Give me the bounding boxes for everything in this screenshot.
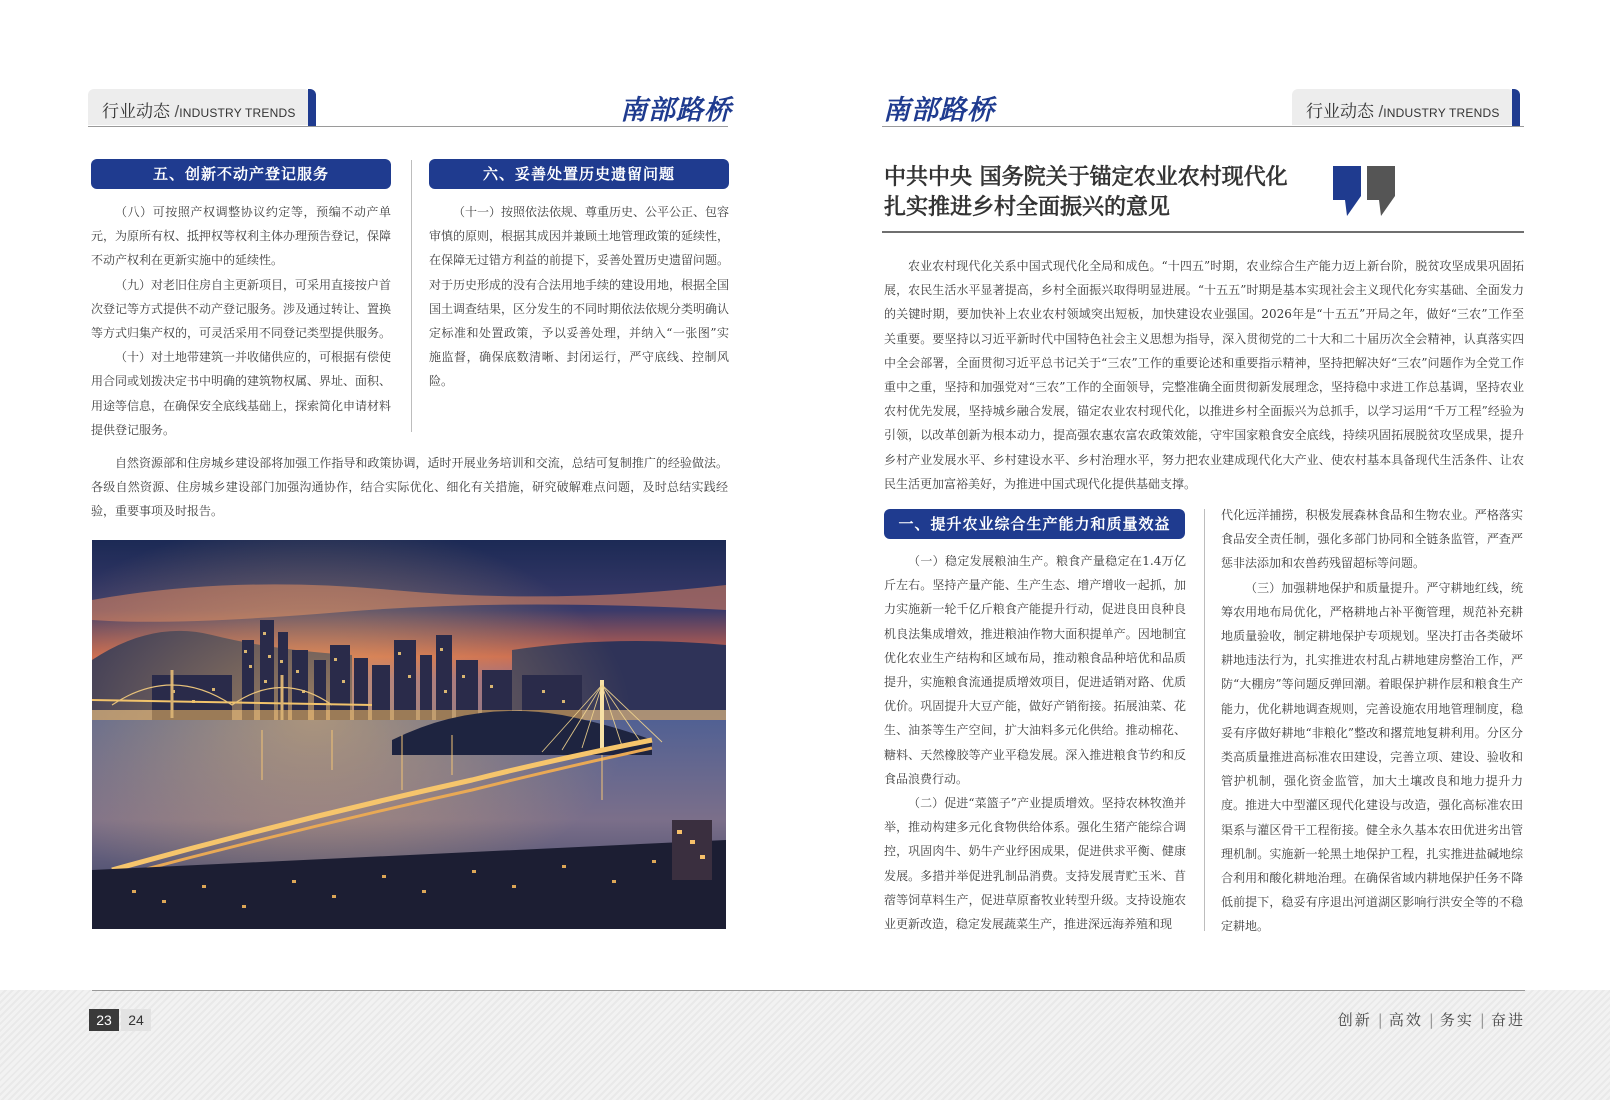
- paragraph: （三）加强耕地保护和质量提升。严守耕地红线，统筹农用地布局优化，严格耕地占补平衡管理，规范补充耕地质量验收，制定耕地保护专项规划。坚决打击各类破坏耕地违法行为，扎实推进农村乱占耕地建房整治工作，严防“大棚房”等问题反弹回潮。着眼保护耕作层和粮食生产能力，优化耕地调查规则，完善设施农用地管理制度，稳妥有序做好耕地“非粮化”整改和撂荒地复耕利用。分区分类高质量推进高标准农田建设，完善立项、建设、验收和管护机制，强化资金监管，加大土壤改良和地力提升力度。推进大中型灌区现代化建设与改造，强化高标准农田渠系与灌区骨干工程衔接。健全永久基本农田优进劣出管理机制。实施新一轮黑土地保护工程，扎实推进盐碱地综合利用和酸化耕地治理。在确保省域内耕地保护任务不降低前提下，稳妥有序退出河道湖区影响行洪安全等的不稳定耕地。: [1221, 580, 1523, 934]
- tab-slash: /: [1378, 102, 1384, 121]
- tab-cn: 行业动态: [1306, 102, 1374, 121]
- brand-logo-right: 南部路桥: [883, 95, 995, 126]
- section6-title: 六、妥善处置历史遗留问题: [429, 159, 729, 189]
- slogan-word: 奋进: [1490, 1011, 1525, 1029]
- paragraph: （一）稳定发展粮油生产。粮食产量稳定在1.4万亿斤左右。坚持产量产能、生产生态、增产增收一起抓，加力实施新一轮千亿斤粮食产能提升行动，促进良田良种良机良法集成增效，推进粮油作物大面积提单产。因地制宜优化农业生产结构和区域布局，推动粮食品种培优和品质提升，实施粮食流通提质增效项目，促进适销对路、优质优价。巩固提升大豆产能，做好产销衔接。拓展油菜、花生、油茶等生产空间，扩大油料多元化供给。推动棉花、糖料、天然橡胶等产业平稳发展。深入推进粮食节约和反食品浪费行动。: [884, 554, 1186, 786]
- quote-mark-icon: [1333, 166, 1399, 220]
- tab-accent: [308, 89, 316, 127]
- paragraph: （十一）按照依法依规、尊重历史、公平公正、包容审慎的原则，根据其成因并兼顾土地管理政策的延续性，在保障无过错方利益的前提下，妥善处置历史遗留问题。对于历史形成的没有合法用地手续的建设用地，根据全国国土调查结果，区分发生的不同时期依法依规分类明确认定标准和处置政策，予以妥善处理，并纳入“一张图”实施监督，确保底数清晰、封闭运行，严守底线、控制风险。: [429, 205, 730, 389]
- page-number-right: 24: [121, 1009, 151, 1031]
- footer-slogan: [1338, 1009, 1525, 1030]
- article-title-line2: 扎实推进乡村全面振兴的意见: [884, 194, 1171, 220]
- paragraph-continuation: 代化远洋捕捞，积极发展森林食品和生物农业。严格落实食品安全责任制，强化多部门协同和全链条监管，严查严惩非法添加和农兽药残留超标等问题。: [1221, 508, 1523, 571]
- article-intro: [884, 254, 1524, 496]
- slogan-word: 高效: [1388, 1011, 1423, 1029]
- tab-en: INDUSTRY TRENDS: [1383, 106, 1500, 120]
- section-tab-right: [1292, 89, 1514, 125]
- article-title: [884, 162, 1288, 222]
- section1-col1: [884, 549, 1186, 936]
- section6-body: [429, 200, 729, 394]
- header-rule-right: [882, 126, 1524, 127]
- footer-band: [0, 990, 1610, 1100]
- footer-rule: [92, 990, 1525, 991]
- paragraph: （九）对老旧住房自主更新项目，可采用直接按户首次登记等方式提供不动产登记服务。涉及通过转让、置换等方式归集产权的，可灵活采用不同登记类型提供服务。: [91, 277, 392, 341]
- section5-body: [91, 200, 391, 442]
- paragraph: 农业农村现代化关系中国式现代化全局和成色。“十四五”时期，农业综合生产能力迈上新台阶，脱贫攻坚成果巩固拓展，农民生活水平显著提高，乡村全面振兴取得明显进展。“十五五”时期是基本实现社会主义现代化夯实基础、全面发力的关键时期，要加快补上农业农村领域突出短板，加快建设农业强国。2026年是“十五五”开局之年，做好“三农”工作至关重要。要坚持以习近平新时代中国特色社会主义思想为指导，深入贯彻党的二十大和二十届历次全会精神，认真落实四中全会部署，全面贯彻习近平总书记关于“三农”工作的重要论述和重要指示精神，坚持把解决好“三农”问题作为全党工作重中之重，坚持和加强党对“三农”工作的全面领导，完整准确全面贯彻新发展理念，坚持稳中求进工作总基调，坚持农业农村优先发展，坚持城乡融合发展，锚定农业农村现代化，以推进乡村全面振兴为总抓手，以学习运用“千万工程”经验为引领，以改革创新为根本动力，提高强农惠农富农政策效能，守牢国家粮食安全底线，持续巩固拓展脱贫攻坚成果，提升乡村产业发展水平、乡村建设水平、乡村治理水平，努力把农业建成现代化大产业、使农村基本具备现代生活条件、让农民生活更加富裕美好，为推进中国式现代化提供基础支撑。: [884, 259, 1524, 491]
- title-rule: [882, 231, 1524, 233]
- header-rule-left: [88, 126, 728, 127]
- slogan-separator: |: [1479, 1011, 1485, 1029]
- closing-paragraph: [91, 451, 728, 524]
- paragraph: （十）对土地带建筑一并收储供应的，可根据有偿使用合同或划拨决定书中明确的建筑物权属、界址、面积、用途等信息，在确保安全底线基础上，探索简化申请材料提供登记服务。: [91, 350, 392, 437]
- slogan-separator: |: [1377, 1011, 1383, 1029]
- paragraph: （二）促进“菜篮子”产业提质增效。坚持农林牧渔并举，推动构建多元化食物供给体系。强化生猪产能综合调控，巩固肉牛、奶牛产业纾困成果，促进供求平衡、健康发展。多措并举促进乳制品消费。支持发展青贮玉米、苜蓿等饲草料生产，促进草原畜牧业转型升级。支持设施农业更新改造，稳定发展蔬菜生产，推进深远海养殖和现: [884, 796, 1186, 932]
- section1-title: 一、提升农业综合生产能力和质量效益: [884, 509, 1185, 539]
- article-title-line1: 中共中央 国务院关于锚定农业农村现代化: [884, 164, 1288, 190]
- tab-cn: 行业动态: [102, 102, 170, 121]
- slogan-separator: |: [1428, 1011, 1434, 1029]
- paragraph: 自然资源部和住房城乡建设部将加强工作指导和政策协调，适时开展业务培训和交流，总结可复制推广的经验做法。各级自然资源、住房城乡建设部门加强沟通协作，结合实际优化、细化有关措施，研究破解难点问题，及时总结实践经验，重要事项及时报告。: [91, 456, 728, 519]
- page-number-left: 23: [89, 1009, 119, 1031]
- section1-col2: [1221, 503, 1523, 939]
- tab-slash: /: [174, 102, 180, 121]
- brand-logo-left: 南部路桥: [620, 95, 732, 126]
- tab-accent: [1512, 89, 1520, 127]
- column-divider: [1204, 509, 1205, 931]
- section-tab-left: [88, 89, 310, 125]
- paragraph: （八）可按照产权调整协议约定等，预编不动产单元，为原所有权、抵押权等权利主体办理预告登记，保障不动产权利在更新实施中的延续性。: [91, 205, 392, 268]
- slogan-word: 创新: [1337, 1011, 1372, 1029]
- section5-title: 五、创新不动产登记服务: [91, 159, 391, 189]
- slogan-word: 务实: [1439, 1011, 1474, 1029]
- night-bridge-cityscape-photo: [92, 540, 726, 929]
- tab-en: INDUSTRY TRENDS: [179, 106, 296, 120]
- column-divider: [411, 160, 412, 432]
